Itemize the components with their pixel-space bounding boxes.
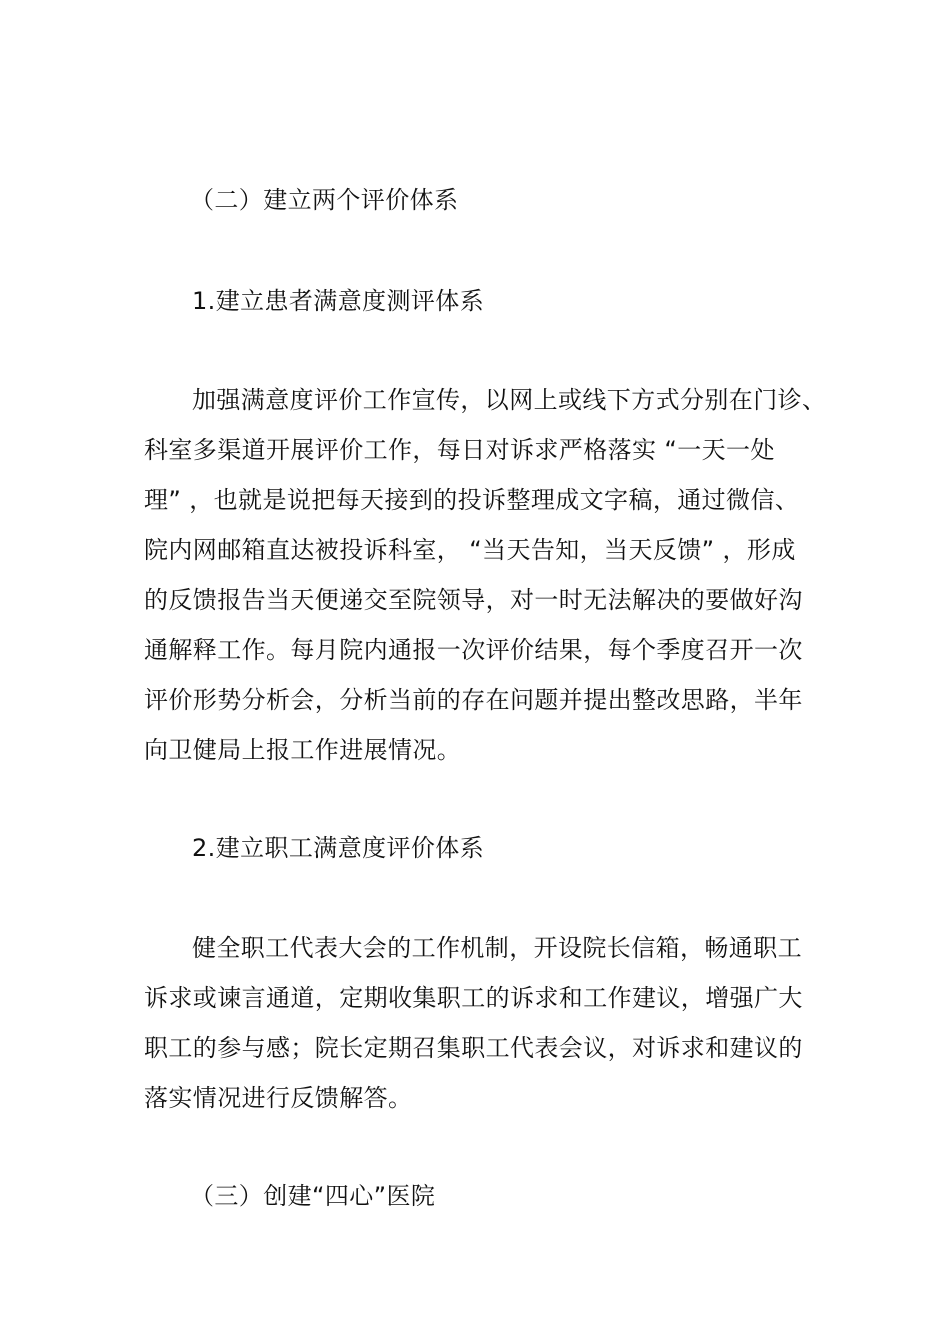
paragraph-line: 健全职工代表大会的工作机制，开设院长信箱，畅通职工 bbox=[192, 934, 802, 962]
paragraph-line: 落实情况进行反馈解答。 bbox=[144, 1084, 413, 1112]
section-heading-2: （二）建立两个评价体系 bbox=[190, 186, 459, 214]
paragraph-line: 职工的参与感；院长定期召集职工代表会议，对诉求和建议的 bbox=[144, 1034, 803, 1062]
paragraph-line: 院内网邮箱直达被投诉科室， “当天告知，当天反馈” ，形成 bbox=[144, 536, 796, 564]
paragraph-line: 的反馈报告当天便递交至院领导，对一时无法解决的要做好沟 bbox=[144, 586, 803, 614]
paragraph-line: 诉求或谏言通道，定期收集职工的诉求和工作建议，增强广大 bbox=[144, 984, 803, 1012]
section-heading-3: （三）创建“四心”医院 bbox=[190, 1182, 436, 1210]
paragraph-line: 加强满意度评价工作宣传，以网上或线下方式分别在门诊、 bbox=[192, 386, 827, 414]
paragraph-line: 向卫健局上报工作进展情况。 bbox=[144, 736, 462, 764]
subsection-heading-1: 1.建立患者满意度测评体系 bbox=[192, 287, 485, 315]
paragraph-line: 通解释工作。每月院内通报一次评价结果，每个季度召开一次 bbox=[144, 636, 803, 664]
paragraph-line: 科室多渠道开展评价工作，每日对诉求严格落实 “一天一处 bbox=[144, 436, 775, 464]
paragraph-line: 理” ，也就是说把每天接到的投诉整理成文字稿，通过微信、 bbox=[144, 486, 800, 514]
paragraph-line: 评价形势分析会，分析当前的存在问题并提出整改思路，半年 bbox=[144, 686, 803, 714]
subsection-heading-2: 2.建立职工满意度评价体系 bbox=[192, 834, 485, 862]
